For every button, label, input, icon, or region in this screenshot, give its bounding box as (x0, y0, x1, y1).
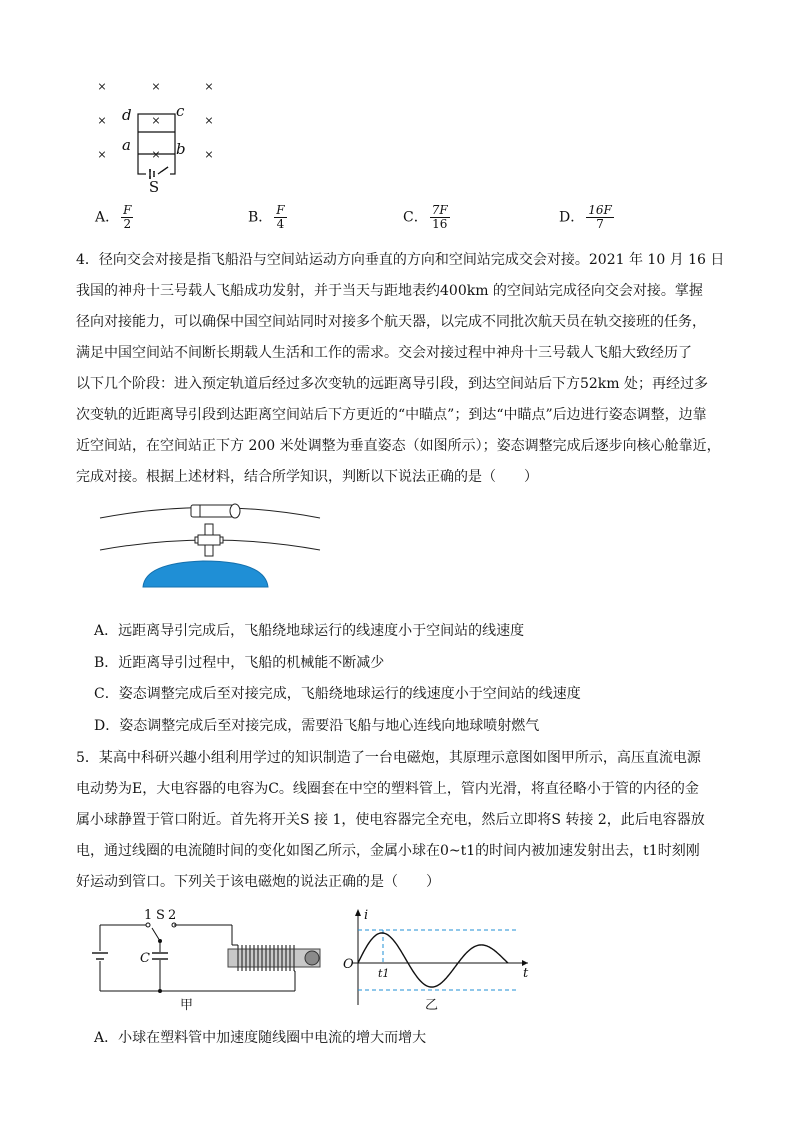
label-contact-2: 2 (168, 908, 177, 923)
field-cross: × (151, 80, 161, 93)
q4-option-d[interactable]: D．姿态调整完成后至对接完成，需要沿飞船与地心连线向地球喷射燃气 (94, 718, 540, 734)
q4-option-a[interactable]: A．远距离导引完成后，飞船绕地球运行的线速度小于空间站的线速度 (94, 623, 525, 639)
numerator: F (276, 203, 285, 217)
field-cross: × (204, 80, 214, 93)
label-switch-s: S (156, 908, 165, 923)
field-cross: × (97, 148, 107, 161)
fig-jia-caption: 甲 (180, 998, 194, 1013)
field-cross: × (204, 114, 214, 127)
fraction (586, 204, 614, 231)
denominator: 4 (276, 217, 285, 231)
q4-line: 以下几个阶段：进入预定轨道后经过多次变轨的远距离导引段，到达空间站后下方52km 处；再经过多 (76, 376, 709, 392)
field-cross: × (204, 148, 214, 161)
q5-line: 电，通过线圈的电流随时间的变化如图乙所示，金属小球在0~t1的时间内被加速发射出去，t1时刻刚 (76, 843, 700, 859)
switch-blade (152, 928, 160, 941)
label-t: t (523, 966, 529, 981)
fraction (430, 204, 450, 231)
numerator: 16F (588, 203, 612, 217)
option-letter: A． (95, 209, 120, 226)
q4-line: 我国的神舟十三号载人飞船成功发射，并于当天与距地表约400km 的空间站完成径向交会对接。掌握 (76, 283, 703, 299)
fig-yi-caption: 乙 (425, 998, 439, 1013)
label-t1: t1 (378, 967, 390, 980)
fraction (274, 204, 286, 231)
label-i: i (364, 908, 369, 923)
numerator: F (123, 203, 132, 217)
label-capacitor-c: C (140, 951, 150, 966)
option-letter: C． (403, 209, 428, 226)
field-cross: × (97, 80, 107, 93)
label-origin: O (343, 957, 354, 972)
q4-option-c[interactable]: C．姿态调整完成后至对接完成，飞船绕地球运行的线速度小于空间站的线速度 (94, 686, 581, 702)
option-letter: B． (248, 209, 273, 226)
q5-line: 电动势为E，大电容器的电容为C。线圈套在中空的塑料管上，管内光滑，将直径略小于管的内径的金 (76, 781, 699, 797)
label-a: a (122, 136, 131, 154)
q4-line: 4．径向交会对接是指飞船沿与空间站运动方向垂直的方向和空间站完成交会对接。2021 年 10 月 16 日 (76, 252, 725, 268)
label-contact-1: 1 (144, 908, 153, 923)
label-c: c (176, 102, 185, 120)
fig-yi-current-graph (340, 905, 540, 1015)
q3-option-b[interactable] (248, 204, 287, 231)
field-cross: × (97, 114, 107, 127)
q4-line: 径向对接能力，可以确保中国空间站同时对接多个航天器，以完成不同批次航天员在轨交接班的任务， (76, 314, 706, 330)
label-d: d (122, 106, 132, 124)
q4-docking-figure (95, 495, 325, 590)
denominator: 16 (432, 217, 448, 231)
q3-option-a[interactable] (95, 204, 133, 231)
coil-windings (238, 945, 294, 971)
q4-line: 近空间站，在空间站正下方 200 米处调整为垂直姿态（如图所示）；姿态调整完成后逐步向核心舱靠近， (76, 438, 721, 454)
q5-line: 好运动到管口。下列关于该电磁炮的说法正确的是（ ） (76, 874, 440, 890)
q4-line: 次变轨的近距离导引段到达距离空间站后下方更近的“中瞄点”；到达“中瞄点”后边进行姿态调整，边靠 (76, 407, 707, 423)
label-b: b (176, 140, 186, 158)
denominator: 7 (596, 217, 604, 231)
q5-line: 属小球静置于管口附近。首先将开关S 接 1，使电容器完全充电，然后立即将S 转接 2，此后电容器放 (76, 812, 705, 828)
q3-option-d[interactable] (559, 204, 614, 231)
label-s: S (148, 178, 160, 194)
numerator: 7F (431, 203, 448, 217)
q3-option-c[interactable] (403, 204, 450, 231)
q5-option-a[interactable]: A．小球在塑料管中加速度随线圈中电流的增大而增大 (94, 1030, 427, 1046)
field-cross: × (151, 114, 161, 127)
earth (143, 561, 268, 587)
q3-figure (90, 76, 230, 194)
q4-option-b[interactable]: B．近距离导引过程中，飞船的机械能不断减少 (94, 655, 385, 671)
metal-ball (305, 951, 319, 965)
q5-line: 5．某高中科研兴趣小组利用学过的知识制造了一台电磁炮，其原理示意图如图甲所示，高压直流电源 (76, 750, 701, 766)
q4-line: 满足中国空间站不间断长期载人生活和工作的需求。交会对接过程中神舟十三号载人飞船大致经历了 (76, 345, 692, 361)
spacecraft (195, 524, 223, 556)
fig-jia-circuit (90, 905, 340, 1015)
fraction (121, 204, 133, 231)
q4-line: 完成对接。根据上述材料，结合所学知识，判断以下说法正确的是（ ） (76, 469, 538, 485)
option-letter: D． (559, 209, 585, 226)
space-station (191, 504, 240, 518)
denominator: 2 (123, 217, 132, 231)
field-cross: × (151, 148, 161, 161)
